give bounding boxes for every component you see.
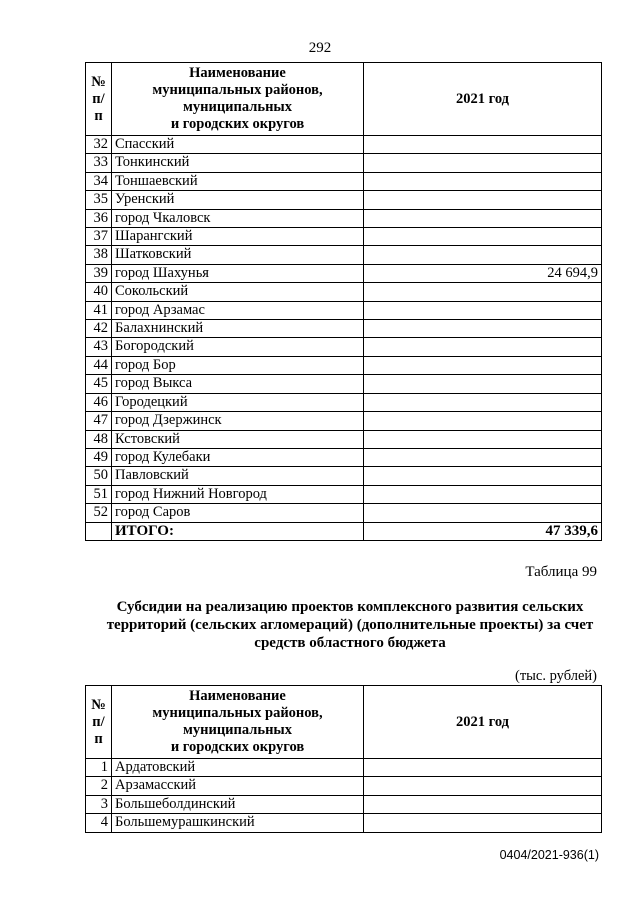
table-title: Субсидии на реализацию проектов комплексного развития сельских территорий (сельских агломераций) (дополнительные проекты) за счет средств областного бюджета <box>106 599 594 651</box>
row-value <box>364 485 602 503</box>
row-value <box>364 154 602 172</box>
row-municipality: город Дзержинск <box>112 412 364 430</box>
subsidy-table-99 <box>85 685 602 833</box>
row-value <box>364 759 602 777</box>
table-row <box>86 375 602 393</box>
row-municipality: Тонкинский <box>112 154 364 172</box>
row-value <box>364 283 602 301</box>
table-row <box>86 320 602 338</box>
table-row <box>86 412 602 430</box>
row-number: 41 <box>86 301 112 319</box>
row-number: 1 <box>86 759 112 777</box>
row-number: 43 <box>86 338 112 356</box>
table-row <box>86 356 602 374</box>
row-number: 33 <box>86 154 112 172</box>
row-number: 32 <box>86 136 112 154</box>
table-header-row <box>86 686 602 759</box>
table-row <box>86 814 602 832</box>
table-row <box>86 136 602 154</box>
row-municipality: Богородский <box>112 338 364 356</box>
row-value <box>364 320 602 338</box>
row-value <box>364 795 602 813</box>
row-municipality: Арзамасский <box>112 777 364 795</box>
row-municipality: Шарангский <box>112 228 364 246</box>
row-municipality: Спасский <box>112 136 364 154</box>
table-row <box>86 777 602 795</box>
table-row <box>86 467 602 485</box>
row-municipality: Павловский <box>112 467 364 485</box>
table-row <box>86 759 602 777</box>
row-number: 2 <box>86 777 112 795</box>
row-municipality: Ардатовский <box>112 759 364 777</box>
row-number: 35 <box>86 191 112 209</box>
row-value <box>364 375 602 393</box>
table-body <box>86 136 602 541</box>
row-number: 37 <box>86 228 112 246</box>
row-value <box>364 136 602 154</box>
row-value <box>364 301 602 319</box>
table-row <box>86 485 602 503</box>
row-municipality: Шатковский <box>112 246 364 264</box>
table-row <box>86 283 602 301</box>
row-municipality: Большемурашкинский <box>112 814 364 832</box>
header-municipality: Наименование муниципальных районов, муниципальных и городских округов <box>112 686 364 759</box>
row-number: 4 <box>86 814 112 832</box>
row-municipality: город Саров <box>112 504 364 522</box>
row-number: 39 <box>86 264 112 282</box>
row-municipality: Большеболдинский <box>112 795 364 813</box>
table-row <box>86 795 602 813</box>
row-number: 3 <box>86 795 112 813</box>
table-row <box>86 393 602 411</box>
table-row <box>86 504 602 522</box>
row-municipality: город Нижний Новгород <box>112 485 364 503</box>
row-value <box>364 412 602 430</box>
row-municipality: город Кулебаки <box>112 448 364 466</box>
row-value <box>364 430 602 448</box>
row-value <box>364 448 602 466</box>
header-year: 2021 год <box>364 63 602 136</box>
row-municipality: город Чкаловск <box>112 209 364 227</box>
total-number-cell <box>86 522 112 540</box>
table-row <box>86 264 602 282</box>
table-row <box>86 246 602 264</box>
table-body <box>86 759 602 833</box>
document-code: 0404/2021-936(1) <box>499 848 599 862</box>
row-municipality: Тоншаевский <box>112 172 364 190</box>
row-number: 38 <box>86 246 112 264</box>
table-row <box>86 448 602 466</box>
row-number: 50 <box>86 467 112 485</box>
header-municipality: Наименование муниципальных районов, муниципальных и городских округов <box>112 63 364 136</box>
page-number: 292 <box>308 40 332 56</box>
row-number: 48 <box>86 430 112 448</box>
row-number: 34 <box>86 172 112 190</box>
row-municipality: Кстовский <box>112 430 364 448</box>
row-municipality: город Бор <box>112 356 364 374</box>
table-row <box>86 338 602 356</box>
table-row <box>86 154 602 172</box>
total-label: ИТОГО: <box>112 522 364 540</box>
row-number: 47 <box>86 412 112 430</box>
row-municipality: Балахнинский <box>112 320 364 338</box>
row-number: 44 <box>86 356 112 374</box>
row-value <box>364 467 602 485</box>
table-row <box>86 430 602 448</box>
row-value <box>364 814 602 832</box>
header-year: 2021 год <box>364 686 602 759</box>
row-value <box>364 228 602 246</box>
row-municipality: город Арзамас <box>112 301 364 319</box>
row-value <box>364 209 602 227</box>
row-value <box>364 504 602 522</box>
row-municipality: Уренский <box>112 191 364 209</box>
row-value <box>364 393 602 411</box>
table-row <box>86 172 602 190</box>
row-value <box>364 172 602 190</box>
row-number: 45 <box>86 375 112 393</box>
row-number: 36 <box>86 209 112 227</box>
units-label: (тыс. рублей) <box>515 668 597 684</box>
row-municipality: Сокольский <box>112 283 364 301</box>
subsidy-table-continued <box>85 62 602 541</box>
row-value: 24 694,9 <box>364 264 602 282</box>
row-number: 52 <box>86 504 112 522</box>
table-row <box>86 301 602 319</box>
row-value <box>364 246 602 264</box>
row-municipality: город Выкса <box>112 375 364 393</box>
header-number: № п/п <box>86 63 112 136</box>
table-row <box>86 191 602 209</box>
row-value <box>364 191 602 209</box>
table-label: Таблица 99 <box>525 564 597 580</box>
row-number: 46 <box>86 393 112 411</box>
row-number: 51 <box>86 485 112 503</box>
row-municipality: Городецкий <box>112 393 364 411</box>
table-row <box>86 228 602 246</box>
total-row <box>86 522 602 540</box>
row-municipality: город Шахунья <box>112 264 364 282</box>
row-value <box>364 356 602 374</box>
row-number: 42 <box>86 320 112 338</box>
total-value: 47 339,6 <box>364 522 602 540</box>
row-value <box>364 777 602 795</box>
header-number: № п/п <box>86 686 112 759</box>
table-header-row <box>86 63 602 136</box>
row-number: 40 <box>86 283 112 301</box>
table-row <box>86 209 602 227</box>
row-value <box>364 338 602 356</box>
row-number: 49 <box>86 448 112 466</box>
